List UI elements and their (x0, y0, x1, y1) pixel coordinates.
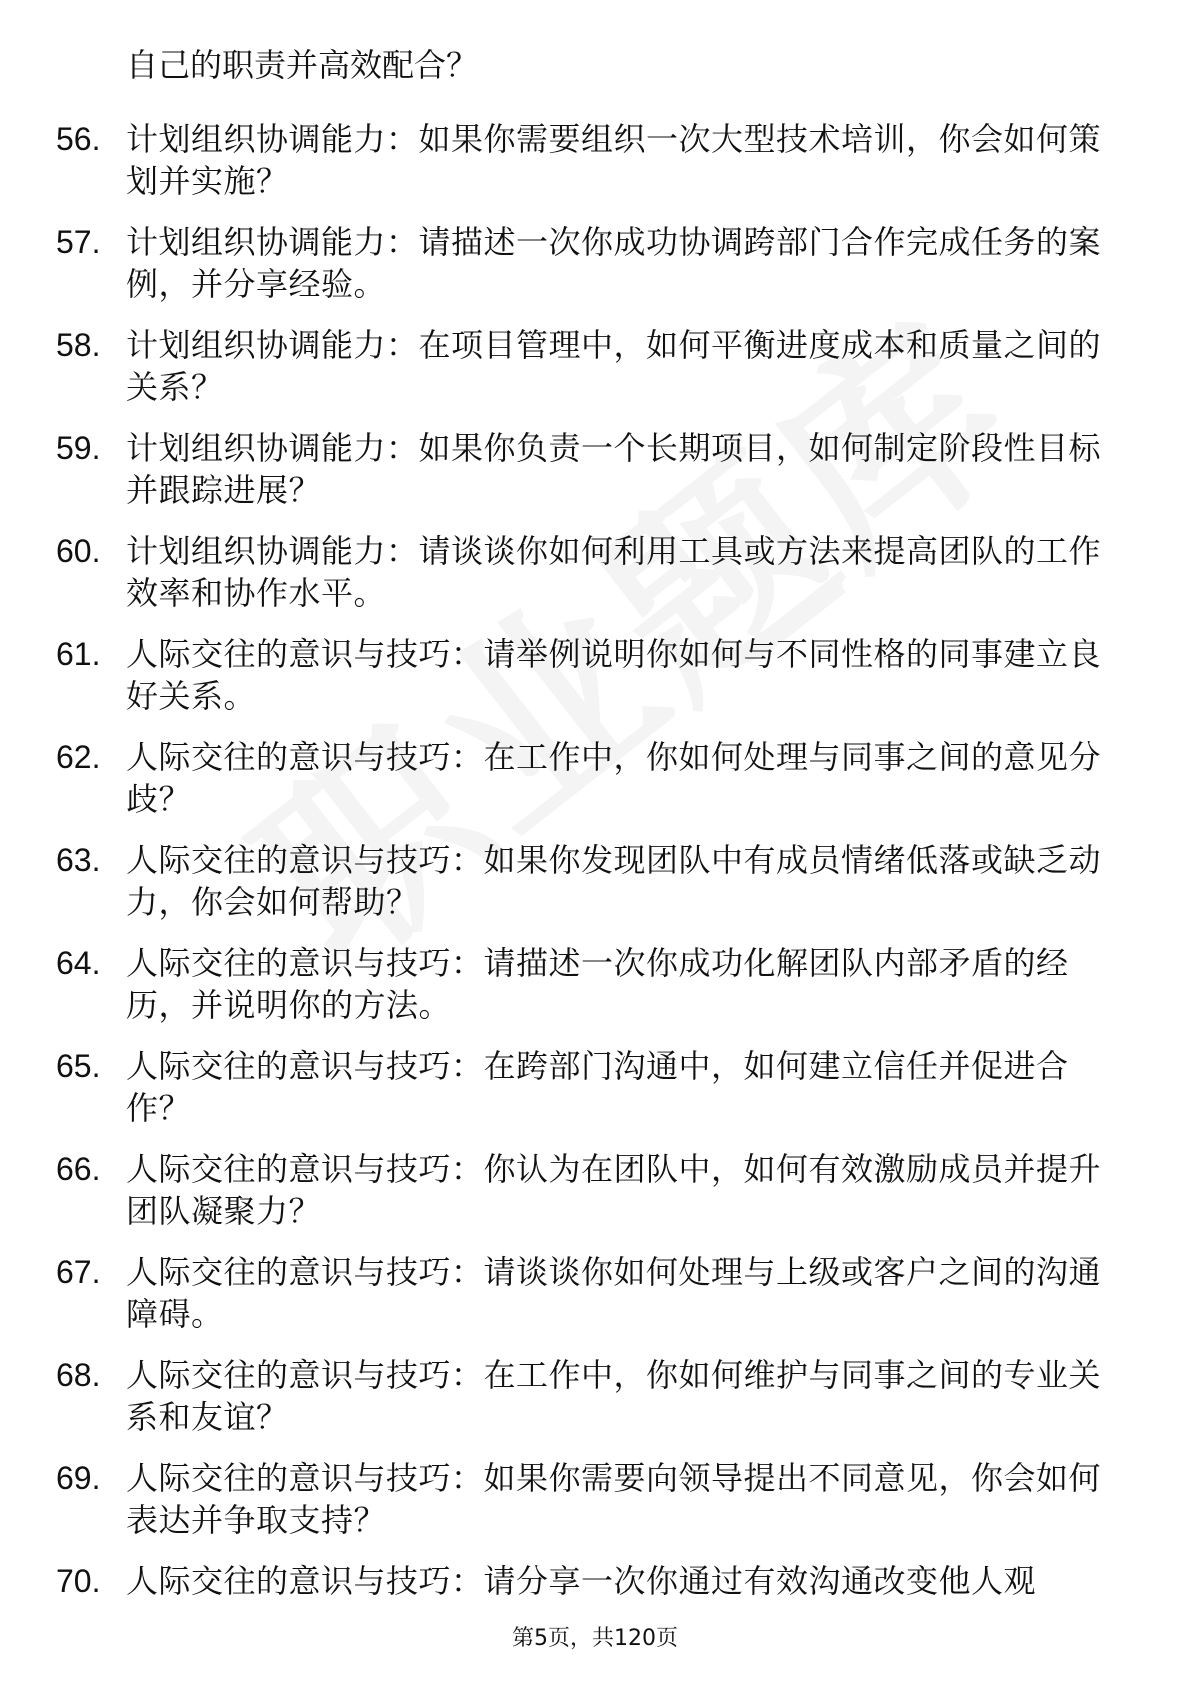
question-text: 计划组织协调能力：如果你需要组织一次大型技术培训，你会如何策划并实施？ (126, 120, 1102, 200)
question-list (0, 118, 1190, 1663)
question-item (0, 324, 1190, 427)
question-number: 67. (56, 1254, 101, 1290)
question-item (0, 1457, 1190, 1560)
question-text: 计划组织协调能力：如果你负责一个长期项目，如何制定阶段性目标并跟踪进展？ (126, 429, 1102, 509)
question-number: 60. (56, 533, 101, 569)
question-item (0, 118, 1190, 221)
question-text: 计划组织协调能力：请描述一次你成功协调跨部门合作完成任务的案例，并分享经验。 (126, 223, 1102, 303)
question-item (0, 221, 1190, 324)
question-text: 人际交往的意识与技巧：你认为在团队中，如何有效激励成员并提升团队凝聚力？ (126, 1150, 1102, 1230)
question-text: 人际交往的意识与技巧：请谈谈你如何处理与上级或客户之间的沟通障碍。 (126, 1253, 1102, 1333)
question-number: 64. (56, 945, 101, 981)
question-text: 计划组织协调能力：在项目管理中，如何平衡进度成本和质量之间的关系？ (126, 326, 1102, 406)
question-number: 59. (56, 430, 101, 466)
continuation-text: 自己的职责并高效配合？ (126, 46, 479, 84)
question-text: 人际交往的意识与技巧：请描述一次你成功化解团队内部矛盾的经历，并说明你的方法。 (126, 944, 1069, 1024)
question-item (0, 1354, 1190, 1457)
question-item (0, 530, 1190, 633)
question-item (0, 1251, 1190, 1354)
page-footer: 第5页，共120页 (512, 1626, 678, 1651)
question-text: 人际交往的意识与技巧：在跨部门沟通中，如何建立信任并促进合作？ (126, 1047, 1069, 1127)
question-text: 人际交往的意识与技巧：在工作中，你如何维护与同事之间的专业关系和友谊？ (126, 1356, 1102, 1436)
question-number: 69. (56, 1460, 101, 1496)
question-text: 人际交往的意识与技巧：在工作中，你如何处理与同事之间的意见分歧？ (126, 738, 1102, 818)
question-text: 人际交往的意识与技巧：如果你发现团队中有成员情绪低落或缺乏动力，你会如何帮助？ (126, 841, 1102, 921)
question-text: 人际交往的意识与技巧：请举例说明你如何与不同性格的同事建立良好关系。 (126, 635, 1102, 715)
question-text: 计划组织协调能力：请谈谈你如何利用工具或方法来提高团队的工作效率和协作水平。 (126, 532, 1102, 612)
question-item (0, 427, 1190, 530)
question-number: 70. (56, 1563, 101, 1599)
question-item (0, 1148, 1190, 1251)
question-item (0, 633, 1190, 736)
question-item (0, 839, 1190, 942)
question-number: 63. (56, 842, 101, 878)
question-number: 61. (56, 636, 101, 672)
question-number: 65. (56, 1048, 101, 1084)
question-number: 57. (56, 224, 101, 260)
question-item (0, 1045, 1190, 1148)
question-text: 人际交往的意识与技巧：请分享一次你通过有效沟通改变他人观 (126, 1562, 1037, 1600)
question-number: 56. (56, 121, 101, 157)
question-number: 68. (56, 1357, 101, 1393)
question-number: 66. (56, 1151, 101, 1187)
question-item (0, 736, 1190, 839)
question-text: 人际交往的意识与技巧：如果你需要向领导提出不同意见，你会如何表达并争取支持？ (126, 1459, 1102, 1539)
question-number: 62. (56, 739, 101, 775)
question-item (0, 942, 1190, 1045)
question-number: 58. (56, 327, 101, 363)
